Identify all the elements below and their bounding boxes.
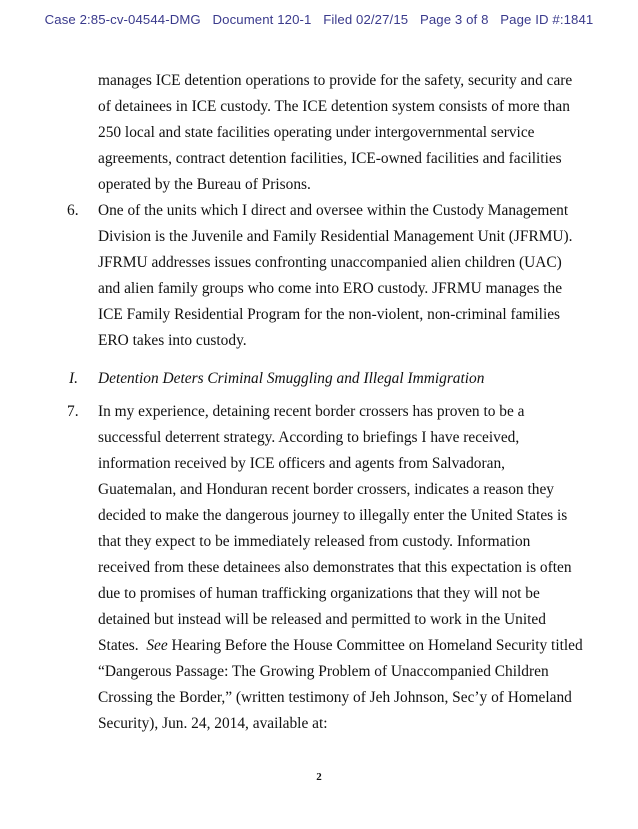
text-line: detained but instead will be released and permitted to work in the United bbox=[98, 611, 546, 628]
case-number: Case 2:85-cv-04544-DMG bbox=[44, 12, 201, 27]
page-count: Page 3 of 8 bbox=[419, 12, 489, 27]
citation-text: Hearing Before the House Committee on Homeland Security titled bbox=[167, 637, 583, 654]
text-line: Security), Jun. 24, 2014, available at: bbox=[98, 715, 328, 732]
citation-signal: See bbox=[146, 637, 168, 654]
text-line: received from these detainees also demonstrates that this expectation is often bbox=[98, 559, 572, 576]
paragraph-number: 6. bbox=[67, 202, 79, 219]
page-number: 2 bbox=[316, 771, 322, 783]
filed-date: Filed 02/27/15 bbox=[323, 12, 409, 27]
text-line: “Dangerous Passage: The Growing Problem of Unaccompanied Children bbox=[98, 663, 549, 680]
text-line: decided to make the dangerous journey to illegally enter the United States is bbox=[98, 507, 568, 524]
text-line: that they expect to be immediately released from custody. Information bbox=[98, 533, 531, 550]
text-line: ERO takes into custody. bbox=[98, 332, 247, 349]
text-line: information received by ICE officers and agents from Salvadoran, bbox=[98, 455, 506, 472]
text-line: One of the units which I direct and oversee within the Custody Management bbox=[98, 202, 569, 219]
text-line: JFRMU addresses issues confronting unaccompanied alien children (UAC) bbox=[98, 254, 562, 271]
text-line: 250 local and state facilities operating under intergovernmental service bbox=[98, 124, 535, 141]
text-line bbox=[98, 637, 583, 655]
paragraph-number: 7. bbox=[67, 403, 79, 420]
text-line: Guatemalan, and Honduran recent border crossers, indicates a reason they bbox=[98, 481, 554, 498]
section-title: Detention Deters Criminal Smuggling and Illegal Immigration bbox=[98, 370, 485, 387]
citation-prefix: States. bbox=[98, 637, 147, 654]
text-line: operated by the Bureau of Prisons. bbox=[98, 176, 311, 193]
document-number: Document 120-1 bbox=[212, 12, 312, 27]
text-line: of detainees in ICE custody. The ICE detention system consists of more than bbox=[98, 98, 570, 115]
text-line: due to promises of human trafficking organizations that they will not be bbox=[98, 585, 540, 602]
text-line: Division is the Juvenile and Family Residential Management Unit (JFRMU). bbox=[98, 228, 573, 245]
court-filing-header bbox=[0, 12, 638, 27]
page-id: Page ID #:1841 bbox=[500, 12, 594, 27]
text-line: successful deterrent strategy. According to briefings I have received, bbox=[98, 429, 520, 446]
text-line: Crossing the Border,” (written testimony of Jeh Johnson, Sec’y of Homeland bbox=[98, 689, 572, 706]
text-line: ICE Family Residential Program for the non-violent, non-criminal families bbox=[98, 306, 561, 323]
text-line: and alien family groups who come into ERO custody. JFRMU manages the bbox=[98, 280, 563, 297]
text-line: manages ICE detention operations to provide for the safety, security and care bbox=[98, 72, 573, 89]
text-line: In my experience, detaining recent border crossers has proven to be a bbox=[98, 403, 525, 420]
section-number: I. bbox=[69, 370, 78, 387]
text-line: agreements, contract detention facilities, ICE-owned facilities and facilities bbox=[98, 150, 562, 167]
